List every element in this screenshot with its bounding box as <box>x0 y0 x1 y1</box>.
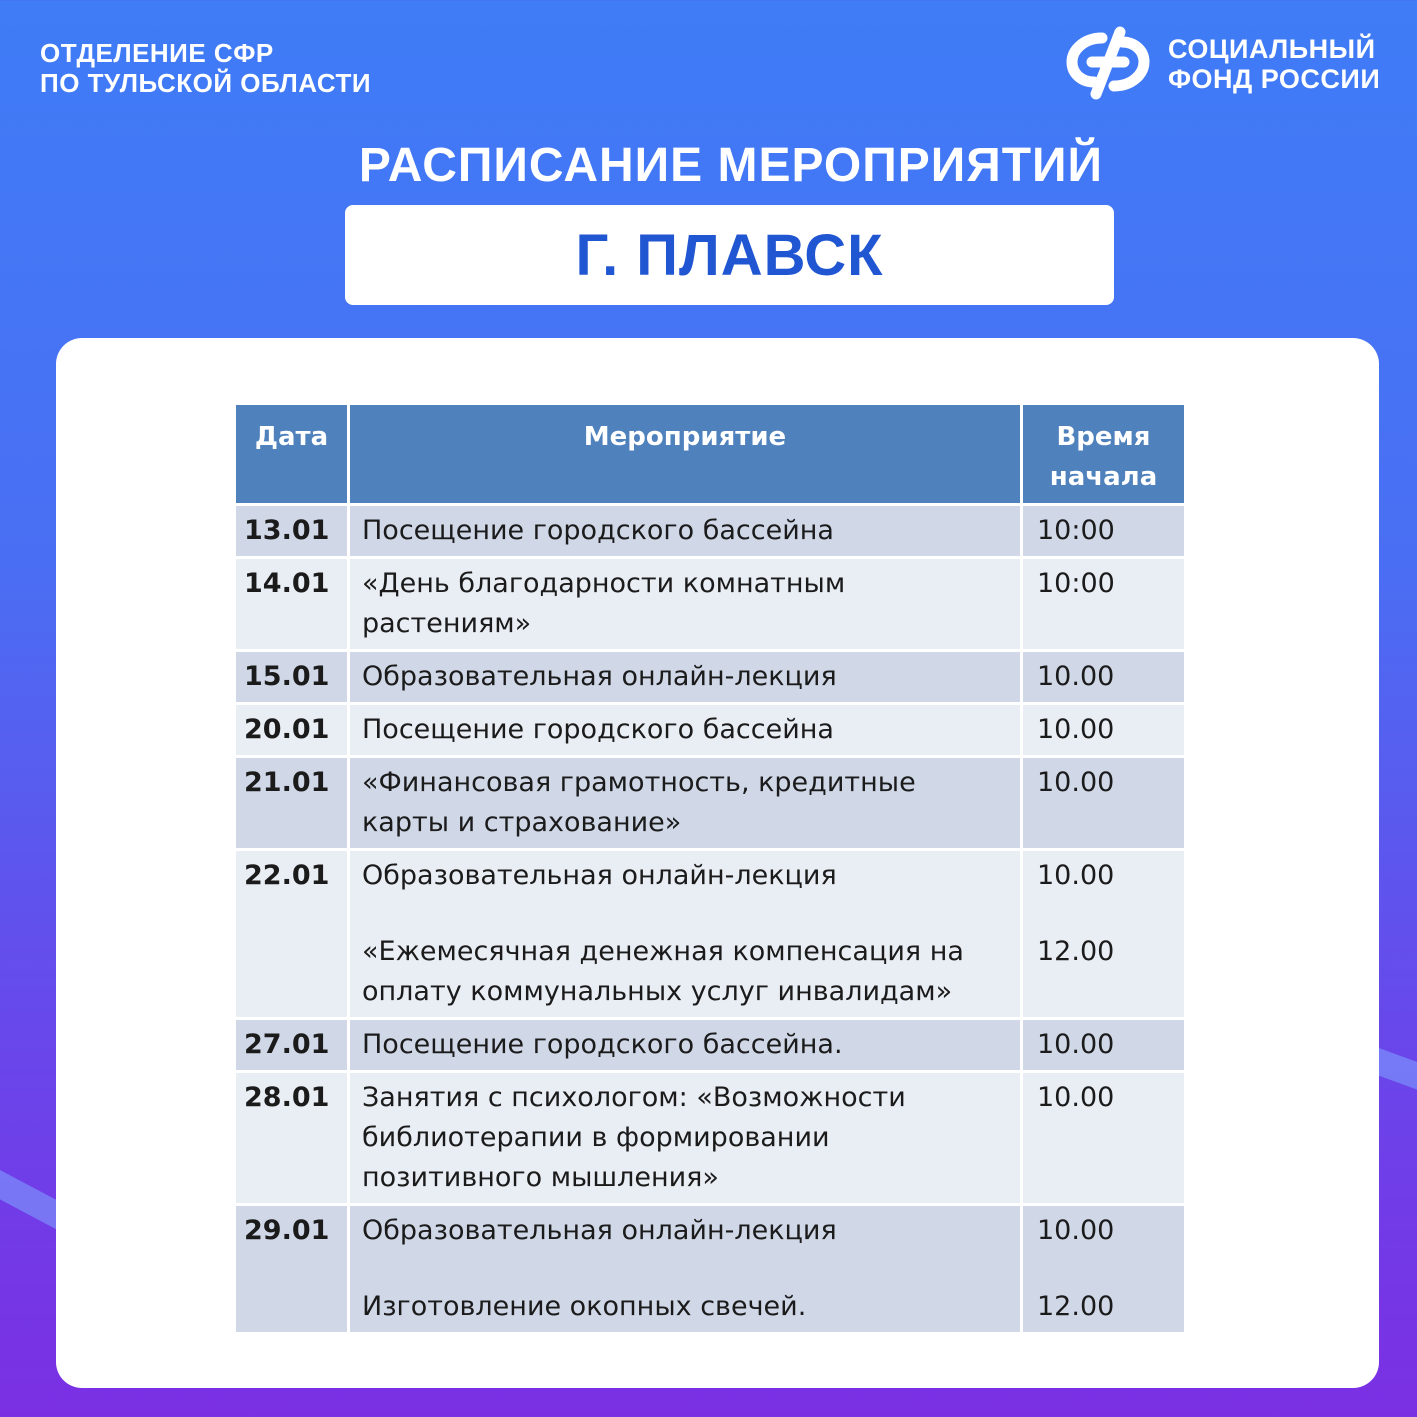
fund-name-line2: ФОНД РОССИИ <box>1168 64 1381 94</box>
schedule-table <box>233 402 1187 1335</box>
header-time-line2: начала <box>1049 462 1158 492</box>
city-banner <box>345 205 1114 305</box>
event-time: 10.00 <box>1037 767 1115 798</box>
sfr-logo-icon <box>1062 24 1154 100</box>
row-date: 22.01 <box>235 850 349 1019</box>
row-times <box>1022 505 1186 558</box>
row-date: 29.01 <box>235 1205 349 1334</box>
event-time: 10:00 <box>1037 515 1115 546</box>
row-date: 20.01 <box>235 704 349 757</box>
event-name: Образовательная онлайн-лекция <box>362 860 837 891</box>
row-date: 27.01 <box>235 1019 349 1072</box>
row-events <box>349 1072 1022 1205</box>
row-times <box>1022 850 1186 1019</box>
event-time: 10.00 <box>1037 714 1115 745</box>
row-times <box>1022 651 1186 704</box>
org-name-line2: ПО ТУЛЬСКОЙ ОБЛАСТИ <box>40 68 372 98</box>
row-times <box>1022 1205 1186 1334</box>
page-title: РАСПИСАНИЕ МЕРОПРИЯТИЙ <box>358 139 1104 192</box>
event-time: 10.00 <box>1037 1029 1115 1060</box>
table-row <box>235 558 1186 651</box>
table-row <box>235 1019 1186 1072</box>
row-times <box>1022 1019 1186 1072</box>
event-name: «День благодарности комнатным растениям» <box>362 568 846 639</box>
row-events <box>349 651 1022 704</box>
event-time: 12.00 <box>1037 1291 1115 1322</box>
table-row <box>235 757 1186 850</box>
event-name: Образовательная онлайн-лекция <box>362 1215 837 1246</box>
row-times <box>1022 1072 1186 1205</box>
header-time-line1: Время <box>1056 422 1151 452</box>
org-name-line1: ОТДЕЛЕНИЕ СФР <box>40 38 274 68</box>
row-times <box>1022 757 1186 850</box>
city-name: Г. ПЛАВСК <box>575 222 884 288</box>
event-name: «Ежемесячная денежная компенсация на оплату коммунальных услуг инвалидам» <box>362 936 964 1007</box>
header-date: Дата <box>235 404 349 505</box>
row-date: 14.01 <box>235 558 349 651</box>
event-time: 10.00 <box>1037 661 1115 692</box>
table-header-row <box>235 404 1186 505</box>
fund-name <box>1168 34 1380 94</box>
row-events <box>349 1205 1022 1334</box>
row-times <box>1022 704 1186 757</box>
table-row <box>235 1072 1186 1205</box>
row-events <box>349 1019 1022 1072</box>
table-row <box>235 850 1186 1019</box>
event-time: 10.00 <box>1037 1082 1115 1113</box>
event-name: Посещение городского бассейна <box>362 515 834 546</box>
row-events <box>349 850 1022 1019</box>
table-row <box>235 651 1186 704</box>
event-name: Изготовление окопных свечей. <box>362 1291 807 1322</box>
row-date: 13.01 <box>235 505 349 558</box>
event-name: Посещение городского бассейна. <box>362 1029 843 1060</box>
row-times <box>1022 558 1186 651</box>
row-events <box>349 558 1022 651</box>
event-name: Занятия с психологом: «Возможности библиотерапии в формировании позитивного мышления» <box>362 1082 906 1193</box>
table-row <box>235 505 1186 558</box>
event-time: 10:00 <box>1037 568 1115 599</box>
event-time: 12.00 <box>1037 936 1115 967</box>
row-date: 28.01 <box>235 1072 349 1205</box>
header-time <box>1022 404 1186 505</box>
fund-name-line1: СОЦИАЛЬНЫЙ <box>1168 34 1376 64</box>
table-row <box>235 1205 1186 1334</box>
event-name: Образовательная онлайн-лекция <box>362 661 837 692</box>
header-event: Мероприятие <box>349 404 1022 505</box>
event-name: «Финансовая грамотность, кредитные карты и страхование» <box>362 767 916 838</box>
row-events <box>349 757 1022 850</box>
row-events <box>349 505 1022 558</box>
org-name <box>40 38 371 98</box>
row-events <box>349 704 1022 757</box>
event-time: 10.00 <box>1037 860 1115 891</box>
event-time: 10.00 <box>1037 1215 1115 1246</box>
event-name: Посещение городского бассейна <box>362 714 834 745</box>
row-date: 15.01 <box>235 651 349 704</box>
table-row <box>235 704 1186 757</box>
row-date: 21.01 <box>235 757 349 850</box>
